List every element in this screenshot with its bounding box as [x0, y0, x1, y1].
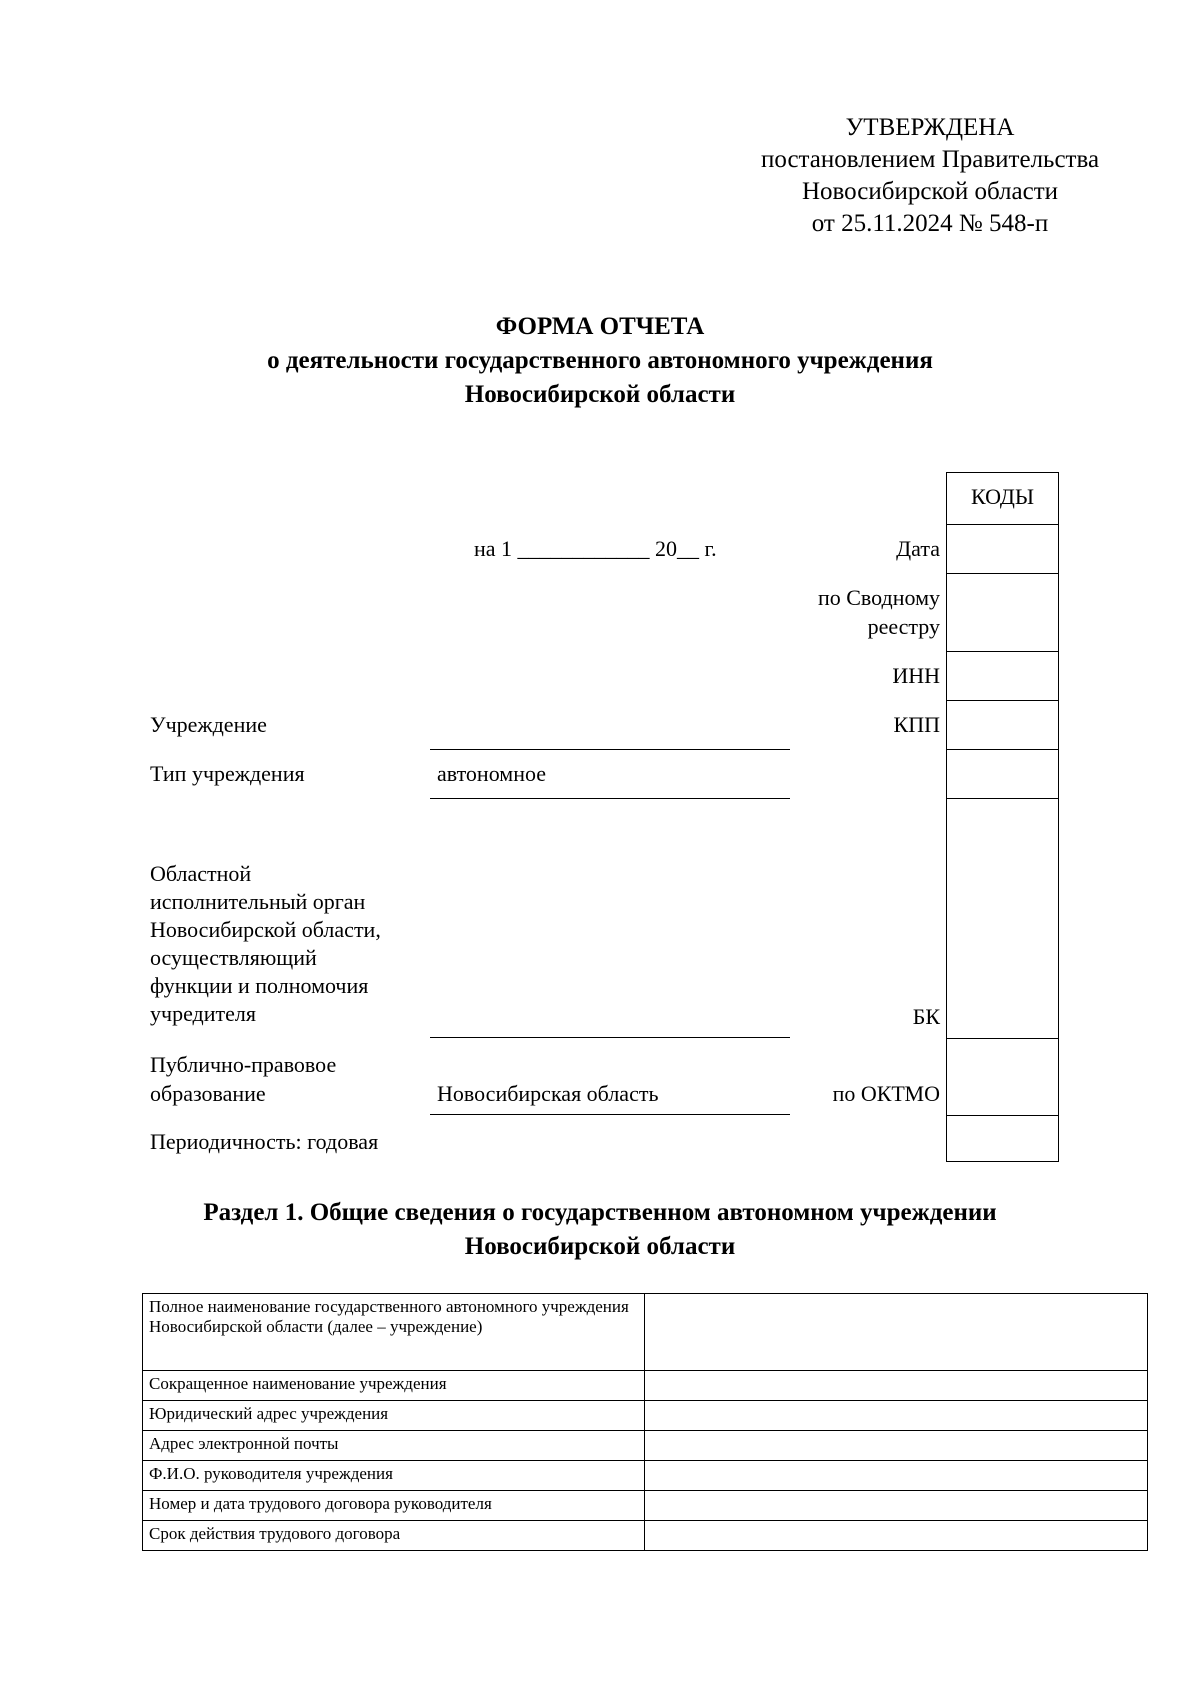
institution-type-label: Тип учреждения [150, 761, 305, 786]
founder-authority-line: Новосибирской области, [150, 917, 381, 942]
founder-authority-line: функции и полномочия [150, 973, 369, 998]
row-label: Срок действия трудового договора [143, 1521, 645, 1551]
form-title-line-3: Новосибирской области [464, 381, 736, 408]
code-cell-type[interactable] [947, 750, 1058, 799]
founder-authority-line: учредителя [150, 1001, 256, 1026]
section-1-title-line-1: Раздел 1. Общие сведения о государственном автономном учреждении [203, 1199, 997, 1226]
founder-authority-line: осуществляющий [150, 945, 317, 970]
row-value[interactable] [645, 1431, 1148, 1461]
public-entity-label-1: Публично-правовое [150, 1052, 337, 1077]
table-row [143, 1401, 1148, 1431]
label-date: Дата [896, 536, 940, 561]
table-row [143, 1521, 1148, 1551]
label-inn: ИНН [892, 663, 940, 688]
row-label: Адрес электронной почты [143, 1431, 645, 1461]
approval-heading: УТВЕРЖДЕНА [845, 114, 1015, 141]
founder-authority-line: Областной [150, 861, 252, 886]
institution-label: Учреждение [150, 712, 267, 737]
founder-authority-line: исполнительный орган [150, 889, 366, 914]
codes-box [946, 472, 1059, 1162]
table-row [143, 1371, 1148, 1401]
table-row [143, 1461, 1148, 1491]
approval-date-number: от 25.11.2024 № 548-п [811, 210, 1049, 237]
row-value[interactable] [645, 1491, 1148, 1521]
label-oktmo: по ОКТМО [832, 1081, 940, 1106]
founder-authority-label [150, 860, 381, 1028]
section-1-title-line-2: Новосибирской области [464, 1233, 736, 1260]
row-label: Номер и дата трудового договора руководителя [143, 1491, 645, 1521]
codes-header: КОДЫ [947, 473, 1058, 525]
row-label: Ф.И.О. руководителя учреждения [143, 1461, 645, 1491]
row-value[interactable] [645, 1294, 1148, 1371]
code-cell-kpp[interactable] [947, 701, 1058, 750]
institution-type-value: автономное [437, 761, 547, 786]
public-entity-field[interactable] [430, 1114, 790, 1115]
row-value[interactable] [645, 1461, 1148, 1491]
code-cell-bk[interactable] [947, 799, 1058, 1039]
label-registry-1: по Сводному [817, 585, 940, 610]
code-cell-date[interactable] [947, 525, 1058, 574]
code-cell-oktmo[interactable] [947, 1039, 1058, 1116]
label-bk: БК [912, 1004, 940, 1029]
row-value[interactable] [645, 1521, 1148, 1551]
table-row [143, 1431, 1148, 1461]
label-registry-2: реестру [867, 614, 940, 639]
form-title-line-2: о деятельности государственного автономного учреждения [267, 347, 933, 374]
code-cell-registry[interactable] [947, 574, 1058, 652]
row-label: Сокращенное наименование учреждения [143, 1371, 645, 1401]
institution-field[interactable] [430, 749, 790, 750]
founder-authority-field[interactable] [430, 1037, 790, 1038]
table-row [143, 1294, 1148, 1371]
table-row [143, 1491, 1148, 1521]
row-value[interactable] [645, 1401, 1148, 1431]
public-entity-value: Новосибирская область [437, 1081, 659, 1106]
approval-region: Новосибирской области [801, 178, 1059, 205]
row-label: Юридический адрес учреждения [143, 1401, 645, 1431]
report-date-line[interactable]: на 1 ____________ 20__ г. [474, 536, 717, 561]
section-1-title [0, 1196, 1200, 1264]
periodicity-label: Периодичность: годовая [150, 1129, 379, 1154]
row-label: Полное наименование государственного автономного учреждения Новосибирской области (далее – учреждение) [143, 1294, 645, 1371]
code-cell-periodicity[interactable] [947, 1116, 1058, 1160]
institution-type-field[interactable] [430, 798, 790, 799]
public-entity-label-2: образование [150, 1081, 266, 1106]
approval-block [700, 112, 1160, 240]
general-info-table [142, 1293, 1148, 1551]
approval-resolution: постановлением Правительства [760, 146, 1100, 173]
row-value[interactable] [645, 1371, 1148, 1401]
code-cell-inn[interactable] [947, 652, 1058, 701]
form-title-line-1: ФОРМА ОТЧЕТА [495, 313, 705, 340]
form-title [0, 310, 1200, 412]
label-kpp: КПП [893, 712, 940, 737]
